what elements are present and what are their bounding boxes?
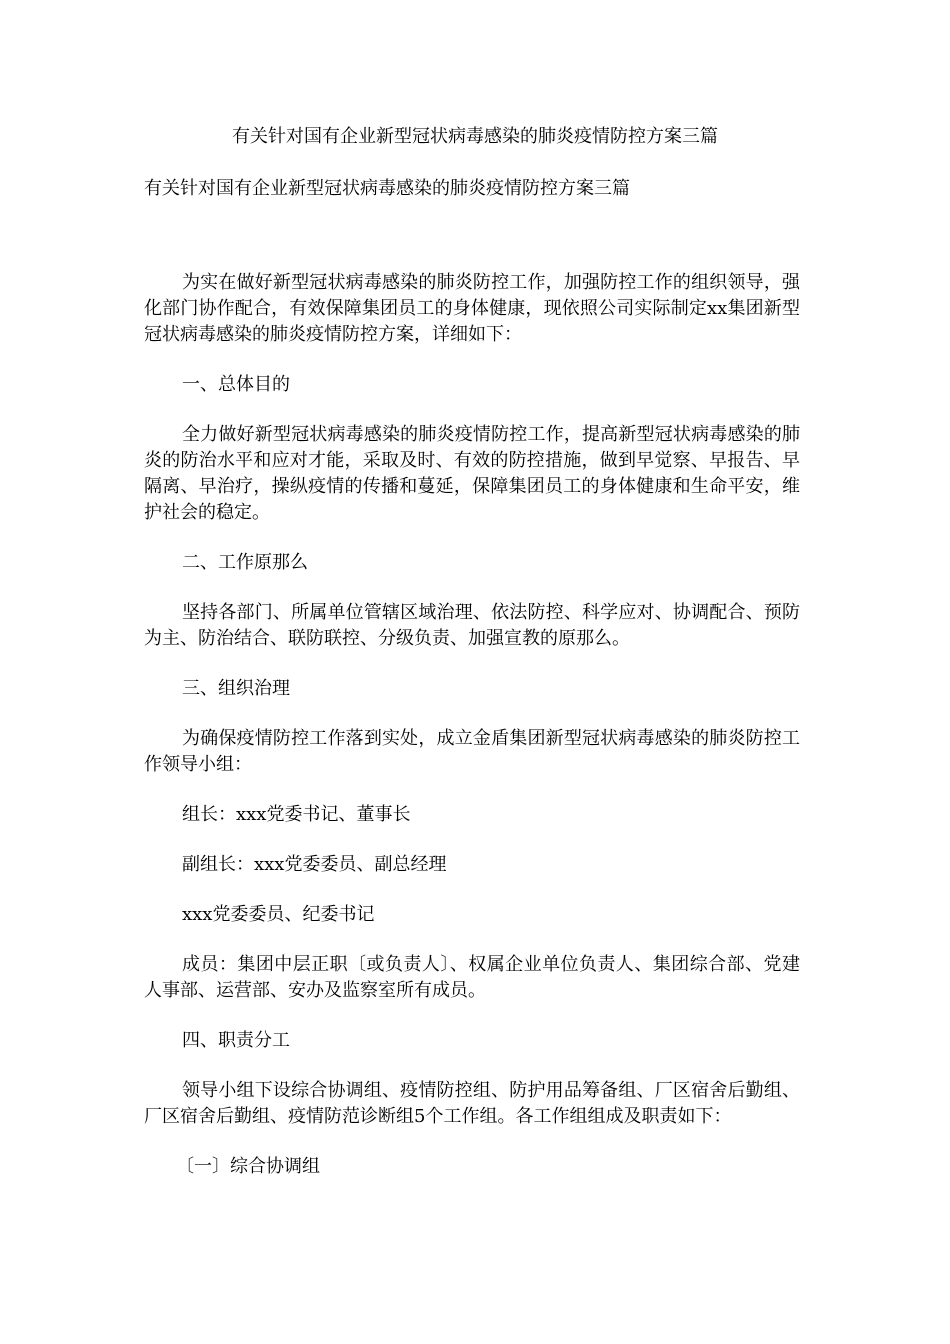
deputy-leader-line-2: xxx党委委员、纪委书记	[182, 904, 375, 925]
principles-paragraph: 坚持各部门、所属单位管辖区域治理、依法防控、科学应对、协调配合、预防为主、防治结合、联防联控、分级负责、加强宣教的原那么。	[144, 602, 800, 649]
subsection-heading-coordination-group: 〔一〕综合协调组	[176, 1156, 320, 1177]
section-heading-responsibilities: 四、职责分工	[182, 1030, 290, 1051]
document-title-centered: 有关针对国有企业新型冠状病毒感染的肺炎疫情防控方案三篇	[232, 126, 718, 147]
section-heading-overall-goal: 一、总体目的	[182, 374, 290, 395]
section-heading-organization: 三、组织治理	[182, 678, 290, 699]
section-heading-principles: 二、工作原那么	[182, 552, 308, 573]
overall-goal-paragraph: 全力做好新型冠状病毒感染的肺炎疫情防控工作，提高新型冠状病毒感染的肺炎的防治水平和应对才能，采取及时、有效的防控措施，做到早觉察、早报告、早隔离、早治疗，操纵疫情的传播和蔓延，保障集团员工的身体健康和生命平安，维护社会的稳定。	[144, 424, 800, 523]
members-paragraph: 成员：集团中层正职〔或负责人〕、权属企业单位负责人、集团综合部、党建人事部、运营部、安办及监察室所有成员。	[144, 954, 800, 1001]
leader-line: 组长：xxx党委书记、董事长	[182, 804, 411, 825]
responsibilities-paragraph: 领导小组下设综合协调组、疫情防控组、防护用品筹备组、厂区宿舍后勤组、厂区宿舍后勤组、疫情防范诊断组5个工作组。各工作组组成及职责如下：	[144, 1080, 800, 1127]
document-body	[144, 270, 800, 1204]
deputy-leader-line: 副组长：xxx党委委员、副总经理	[182, 854, 447, 875]
organization-paragraph: 为确保疫情防控工作落到实处，成立金盾集团新型冠状病毒感染的肺炎防控工作领导小组：	[144, 728, 800, 775]
intro-paragraph: 为实在做好新型冠状病毒感染的肺炎防控工作，加强防控工作的组织领导，强化部门协作配合，有效保障集团员工的身体健康，现依照公司实际制定xx集团新型冠状病毒感染的肺炎疫情防控方案，详细如下：	[144, 272, 800, 345]
document-title-left: 有关针对国有企业新型冠状病毒感染的肺炎疫情防控方案三篇	[144, 178, 630, 199]
